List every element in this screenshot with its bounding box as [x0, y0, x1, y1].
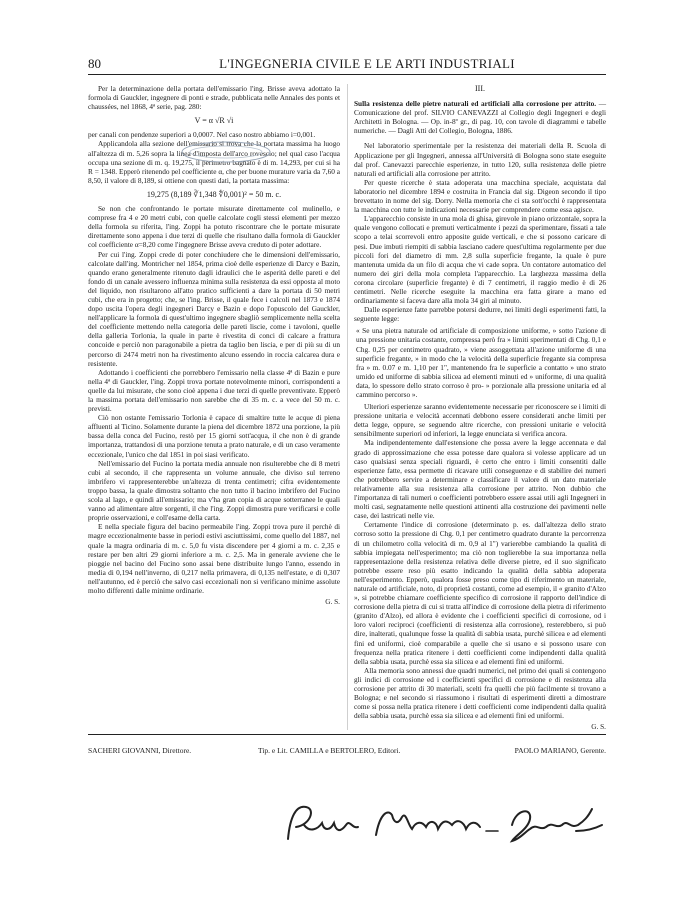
right-paragraph: Ulteriori esperienze saranno evidentemente necessarie per riconoscere se i limiti di pressione unitaria e velocità accennati debbono essere considerati anche limiti per detta legge, oppure, se seguendo altre ricerche, con pressioni unitarie e velocità sensibilmente superiori od inferiori, la legge enunciata si verifica ancora.: [354, 402, 606, 439]
section-number: III.: [475, 84, 485, 93]
left-paragraph: Nell'emissario del Fucino la portata media annuale non risulterebbe che di 8 metri cubi al secondo, il che rappresenta un volume annuale, che diviso sul terreno imbrifero vi rappresenterebbe un'altezza di trenta centimetri; cifra evidentemente troppo bassa, la quale dimostra soltanto che non tutto il bacino imbrifero del Fucino scola al lago, e quindi all'emissario; ma v'ha gran copia di acque sotterranee le quali vanno ad alimentare altre sorgenti, il che l'ing. Zoppi dimostra pure verificarsi e colle proprie osservazioni, e coll'esame della carta.: [88, 458, 340, 523]
director-credit: SACHERI GIOVANNI, Direttore.: [88, 746, 192, 755]
right-column: [354, 84, 606, 731]
left-paragraph: Applicandola alla sezione dell'emissario si trova che la portata massima ha luogo all'altezza di m. 5,26 sopra la linea d'imposta dell'arco rovescio; nel qual caso l'acqua occupa una sezione di m. q. 19,275, il perimetro bagnato è di m. 14,293, per cui si ha R = 1348. Epperò ritenendo pel coefficiente α, che per buone murature varia da 7,60 a 8,50, il valore di 8,189, si ottiene con questi dati, la portata massima:: [88, 139, 340, 185]
author-initials: G. S.: [591, 722, 606, 732]
author-initials: G. S.: [325, 597, 340, 607]
right-paragraph: Certamente l'indice di corrosione (determinato p. es. dall'altezza dello strato corroso sotto la pressione di Chg. 0,1 per centimetro quadrato durante la percorrenza di un chilometro colla velocità di m. 0,9 al 1") varierebbe cambiando la qualità di sabbia impiegata nell'esperimento; ma ciò non toglierebbe la sua importanza nella rappresentazione della resistenza relativa delle diverse pietre, ed il suo significato potrebbe essere reso più esatto indicando la qualità della sabbia adoperata nell'esperimento. Epperò, qualora fosse preso come tipo di riferimento un materiale, naturale od artificiale, noto, di proprietà costanti, come ad esempio, il « granito d'Alzo », si potrebbe chiamare coefficiente specifico di corrosione il rapporto dell'indice di corrosione della pietra di cui si tratta all'indice di corrosione della pietra di riferimento (granito d'Alzo), ed allora è evidente che i coefficienti specifici di corrosione, od i loro valori reciproci (coefficienti di resistenza alla corrosione), resterebbero, si può dire, inalterati, qualunque fosse la qualità di sabbia usata, purchè silicea e ad elementi fini ed uniformi, cioè comparabile a quelle che si usano e si possono usare con frequenza nella pratica ritenere i detti coefficienti come indipendenti dalla qualità della sabbia usata, purchè essa sia silicea e ad elementi fini ed uniformi.: [354, 520, 606, 666]
gauckler-formula: V = α √R √i: [194, 116, 234, 126]
right-paragraph: Ma indipendentemente dall'estensione che possa avere la legge accennata e dal grado di approssimazione che essa potesse dare qualora si volesse applicare ad un caso qualsiasi senza speciali riguardi, è certo che entro i limiti consentiti dalle esperienze fatte, essa permette di ricavare utili conseguenze e di stabilire dei numeri che potrebbero servire a determinare e classificare il valore di un dato materiale relativamente alla sua resistenza alla corrosione per attrito. Non dubbio che l'importanza di tali numeri o coefficienti potrebbero essere assai utili agli Ingegneri in molti casi, segnatamente nelle questioni attinenti alla costruzione dei pavimenti nelle case, dei lastricati nelle vie.: [354, 438, 606, 521]
review-title: [354, 99, 606, 135]
right-paragraph: Dalle esperienze fatte parrebbe potersi dedurre, nei limiti degli esperimenti fatti, la seguente legge:: [354, 305, 606, 324]
left-paragraph: Se non che confrontando le portate misurate direttamente col mulinello, e comprese fra 4 e 20 metri cubi, con quelle calcolate cogli stessi elementi per mezzo della formola su riferita, l'ing. Zoppi ha potuto riscontrare che le portate misurate direttamente sono appena i due terzi di quelle che risultano dalla formola di Gauckler col coefficiente α=8,20 come l'ingegnere Brisse aveva creduto di poter adottare.: [88, 204, 340, 250]
left-paragraph: Ciò non ostante l'emissario Torlonia è capace di smaltire tutte le acque di piena affluenti al Ticino. Solamente durante la piena del dicembre 1872 una porzione, la più bassa della conca del Fucino, restò per 15 giorni sott'acqua, il che non è di grande importanza, trattandosi di una porzione tenuta a prato naturale, e di un caso veramente eccezionale, l'unico che dal 1851 in poi siasi verificato.: [88, 413, 340, 459]
library-stamp: [180, 140, 272, 164]
left-paragraph: Per la determinazione della portata dell'emissario l'ing. Brisse aveva adottato la formola di Gauckler, ingegnere di ponti e strade, pubblicata nelle Annales des ponts et chaussées, nel 1868, 4ª serie, pag. 280:: [88, 84, 340, 112]
footer-rule: [88, 734, 606, 735]
left-paragraph: Per cui l'ing. Zoppi crede di poter conchiudere che le dimensioni dell'emissario, calcolate dall'ing. Montricher nel 1854, prima cioè delle esperienze di Darcy e Bazin, quando erano generalmente ritenuto dagli idraulici che le asperità delle pareti e del fondo di un canale avessero influenza minima sulla resistenza da essi opposta al moto del liquido, non risultarono all'atto pratico sufficienti a dare la portata di 50 metri cubi, che era in progetto; che, se l'ing. Brisse, il quale fece i calcoli nel 1873 e 1874 dopo uscita l'opera degli ingegneri Darcy e Bazin e dopo l'opuscolo del Gauckler, nell'applicare la formola di quest'ultimo ingegnere sbagliò semplicemente nella scelta del coefficiente mettendo nella categoria delle pareti liscie, come i tavoloni, quelle della galleria Torlonia, la quale in parte è rivestita di conci di calcare a frattura concoide e perciò non paragonabile a pietra da taglio ben liscia, e per di più su di un percorso di 2474 metri non ha rivestimento alcuno essendo in roccia calcarea dura e resistente.: [88, 249, 340, 368]
left-paragraph: Adottando i coefficienti che porrebbero l'emissario nella classe 4ª di Bazin e pure nella 4ª di Gauckler, l'ing. Zoppi trova portate notevolmente minori, corrispondenti a quelle da lui misurate, che sono cioè appena i due terzi di quelle preventivate. Epperò la massima portata dell'emissario non sarebbe che di 35 m. c. a vece del 50 m. c. previsti.: [88, 367, 340, 414]
handwritten-signature: [280, 795, 610, 855]
quoted-law: [354, 326, 606, 399]
review-title-details: — Comunicazione del prof. SILVIO CANEVAZZI al Collegio degli Ingegneri e degli Architetti in Bologna. — Op. in-8º gr., di pag. 10, con tavole di diagrammi e tabelle numeriche. — Dagli Atti del Collegio, Bologna, 1886.: [354, 99, 607, 136]
right-paragraph: Alla memoria sono annessi due quadri numerici, nel primo dei quali si contengono gli indici di corrosione ed i coefficienti specifici di corrosione e di resistenza alla corrosione per attrito di 30 materiali, scelti fra quelli che più facilmente si trovano a Bologna; e nel secondo si riassumono i risultati di esperimenti diretti a dimostrare come si possa nella pratica ritenere i detti coefficienti come indipendenti dalla qualità della sabbia usata, purchè essa sia silicea e ad elementi fini ed uniformi.: [354, 665, 606, 721]
discharge-formula: 19,275 (8,189 ∛1,348 ∜0,001)² = 50 m. c.: [146, 189, 282, 199]
left-paragraph: per canali con pendenze superiori a 0,0007. Nel caso nostro abbiamo i=0,001.: [88, 130, 316, 140]
right-paragraph: Nel laboratorio sperimentale per la resistenza dei materiali della R. Scuola di Applicazione per gli Ingegneri, annessa all'Università di Bologna sono state eseguite dal prof. Canevazzi parecchie esperienze, in tutto 120, sulla resistenza delle pietre naturali ed artificiali alla corrosione per attrito.: [354, 141, 606, 178]
right-paragraph: L'apparecchio consiste in una mola di ghisa, girevole in piano orizzontale, sopra la quale vengono collocati e premuti verticalmente i pezzi da sperimentare, fissati a tale scopo a telai scorrevoli entro apposite guide verticali, e che si possono caricare di pesi. Due imbuti riempiti di sabbia lasciano cadere quest'ultima regolarmente per due piccoli fori del diametro di mm. 2,8 sulla superficie fregante, la quale è pure mantenuta umida da un filo di acqua che vi cade sopra. Un contatore automatico del numero dei giri della mola completa l'apparecchio. La larghezza massima della corona circolare (superficie fregante) è di 7 centimetri, il raggio medio è di 26 centimetri. Nelle ricerche eseguite la macchina era fatta girare a mano ed ordinariamente si faceva dare alla mola 34 giri al minuto.: [354, 214, 606, 306]
left-paragraph: E nella speciale figura del bacino permeabile l'ing. Zoppi trova pure il perchè di magre eccezionalmente basse in periodi estivi asciuttissimi, come quello del 1887, nel quale la magra ordinaria di m. c. 5,0 fu vista discendere per 4 giorni a m. c. 2,35 e restare per ben altri 29 giorni inferiore a m. c. 2,5. Ma in generale avviene che le pioggie nel bacino del Fucino sono assai bene distribuite lungo l'anno, essendo in media di 0,194 nell'inverno, di 0,217 nella primavera, di 0,135 nell'estate, e di 0,307 nell'autunno, ed è perciò che salvo casi eccezionali non si verificano minime assolute molto differenti dalle minime ordinarie.: [88, 522, 340, 595]
quoted-law-text: « Se una pietra naturale od artificiale di composizione uniforme, » sotto l'azione di una pressione unitaria costante, compressa però fra » limiti sperimentati di Chg. 0,1 e Chg. 0,25 per centimetro quadrato, » viene assoggettata all'azione uniforme di una superficie fregante, » in modo che la velocità della superficie fregante sia compresa fra » m. 0.07 e m. 1,10 per 1", mantenendo fra le superficie a contatto » uno strato umido ed uniforme di sabbia silicea ad elementi minuti ed » uniforme, di una qualità data, lo spessore dello strato corroso è pro- » porzionale alla pressione unitaria ed al cammino percorso ».: [356, 326, 606, 399]
page-header: [88, 56, 606, 75]
page-number: 80: [88, 56, 101, 71]
journal-title: L'INGEGNERIA CIVILE E LE ARTI INDUSTRIALI: [219, 56, 515, 71]
printer-credit: Tip. e Lit. CAMILLA e BERTOLERO, Editori.: [258, 746, 401, 755]
review-title-bold: Sulla resistenza delle pietre naturali ed artificiali alla corrosione per attrito.: [354, 99, 597, 109]
right-paragraph: Per queste ricerche è stata adoperata una macchina speciale, acquistata dal laboratorio nel dicembre 1894 e costruita in Francia dal sig. Digeon secondo il tipo brevettato in nome del sig. Dorry. Nella memoria che ci sta sott'occhi è rappresentata la macchina con tutte le indicazioni necessarie per comprendere come essa agisce.: [354, 177, 606, 215]
manager-credit: PAOLO MARIANO, Gerente.: [514, 746, 606, 755]
column-separator: [347, 84, 348, 730]
